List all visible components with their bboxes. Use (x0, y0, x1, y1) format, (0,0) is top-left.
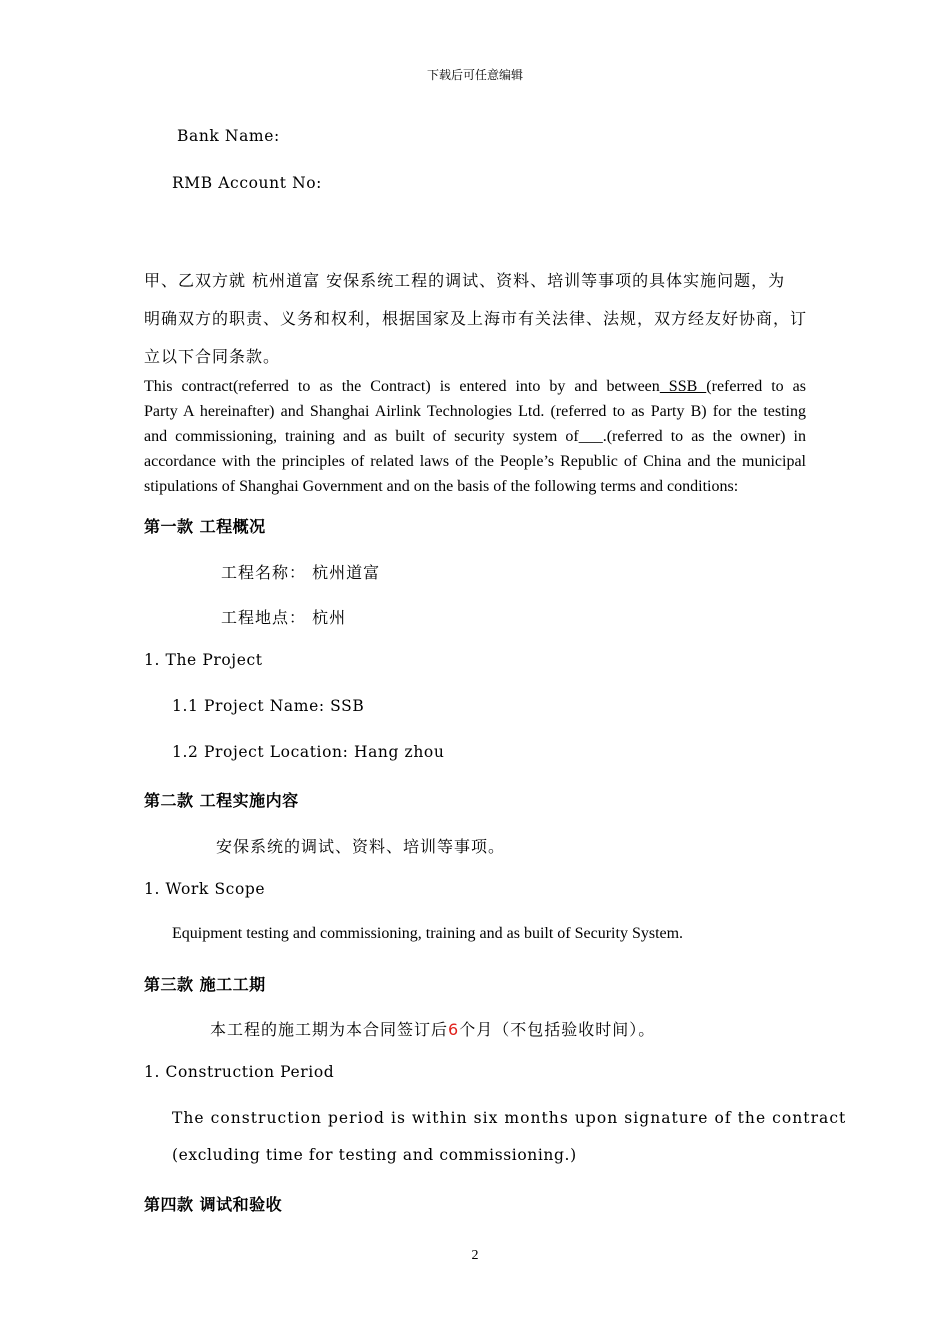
project-location-en: 1.2 Project Location: Hang zhou (172, 743, 445, 761)
rmb-account-label: RMB Account No: (172, 174, 322, 192)
intro-en-line-2: Party A hereinafter) and Shanghai Airlink Technologies Ltd. (referred to as Party B) for the testing (144, 403, 806, 420)
intro-cn-line-3: 立以下合同条款。 (144, 347, 281, 366)
section-2-en-title: 1. Work Scope (144, 880, 266, 898)
section-3-title: 第三款 施工工期 (144, 975, 266, 994)
intro-cn-line-1: 甲、乙双方就 杭州道富 安保系统工程的调试、资料、培训等事项的具体实施问题，为 (144, 271, 786, 290)
intro-en-line-1: This contract(referred to as the Contract) is entered into by and between SSB (referred to as (144, 378, 807, 395)
section-1-en-title: 1. The Project (144, 651, 263, 669)
project-name-cn: 工程名称： 杭州道富 (221, 563, 381, 582)
construction-period-en-line-2: (excluding time for testing and commissioning.) (172, 1146, 577, 1164)
intro-cn-line-2: 明确双方的职责、义务和权利，根据国家及上海市有关法律、法规，双方经友好协商，订 (144, 309, 808, 328)
work-scope-cn: 安保系统的调试、资料、培训等事项。 (216, 837, 506, 856)
intro-en-line-4: accordance with the principles of related laws of the People’s Republic of China and the municipal (144, 453, 806, 470)
intro-en-line-5: stipulations of Shanghai Government and on the basis of the following terms and conditions: (144, 478, 739, 495)
intro-en-paragraph (144, 374, 806, 499)
intro-en-line-3: and commissioning, training and as built of security system of___.(referred to as the owner) in (144, 428, 806, 445)
page-number: 2 (471, 1248, 479, 1263)
bank-name-label: Bank Name: (177, 127, 280, 145)
project-name-en: 1.1 Project Name: SSB (172, 697, 365, 715)
section-3-en-title: 1. Construction Period (144, 1063, 335, 1081)
construction-period-en-line-1: The construction period is within six months upon signature of the contract (172, 1109, 847, 1127)
construction-period-cn: 本工程的施工期为本合同签订后6个月（不包括验收时间）。 (210, 1020, 656, 1039)
section-2-title: 第二款 工程实施内容 (144, 791, 299, 810)
period-months-value: 6 (448, 1020, 460, 1039)
project-location-cn: 工程地点： 杭州 (221, 608, 347, 627)
page-header-note: 下载后可任意编辑 (426, 68, 523, 82)
party-a-name: SSB (659, 378, 707, 395)
work-scope-en: Equipment testing and commissioning, training and as built of Security System. (172, 925, 684, 942)
section-1-title: 第一款 工程概况 (144, 517, 266, 536)
owner-blank: ___ (578, 428, 603, 445)
section-4-title: 第四款 调试和验收 (144, 1195, 283, 1214)
